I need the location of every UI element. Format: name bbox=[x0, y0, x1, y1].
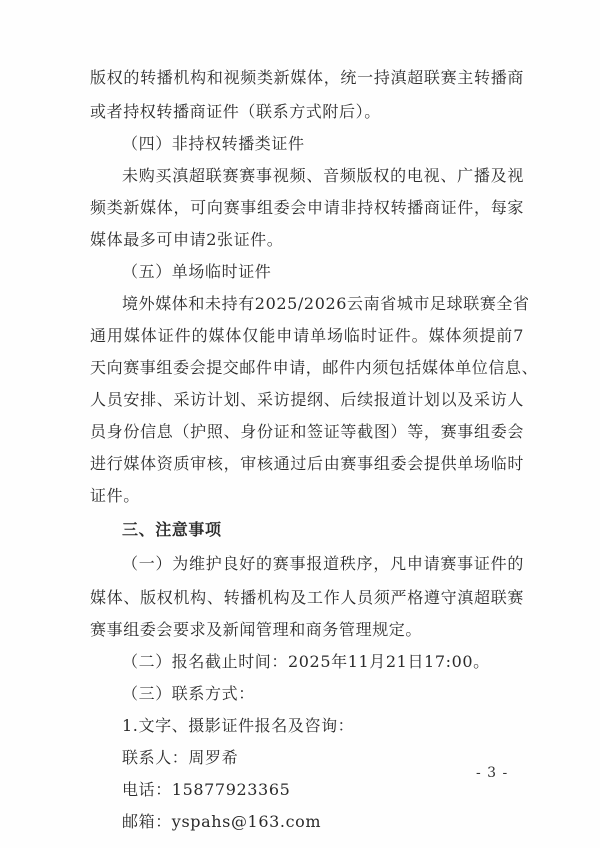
paragraph-line: 媒体最多可申请2张证件。 bbox=[90, 230, 284, 249]
paragraph-line: 媒体、版权机构、转播机构及工作人员须严格遵守滇超联赛 bbox=[90, 588, 524, 607]
contact-email: 邮箱：yspahs@163.com bbox=[122, 812, 322, 831]
contact-heading: （三）联系方式： bbox=[122, 684, 255, 703]
contact-subheading: 1.文字、摄影证件报名及咨询： bbox=[122, 716, 355, 735]
paragraph-line: 频类新媒体，可向赛事组委会申请非持权转播商证件，每家 bbox=[90, 198, 524, 217]
section-heading-5: （五）单场临时证件 bbox=[122, 262, 272, 281]
paragraph-line: 版权的转播机构和视频类新媒体，统一持滇超联赛主转播商 bbox=[90, 68, 524, 87]
contact-person: 联系人：周罗希 bbox=[122, 748, 239, 767]
paragraph-line: 员身份信息（护照、身份证和签证等截图）等，赛事组委会 bbox=[90, 422, 524, 441]
paragraph-line: 天向赛事组委会提交邮件申请，邮件内须包括媒体单位信息、 bbox=[90, 358, 539, 377]
paragraph-line: 赛事组委会要求及新闻管理和商务管理规定。 bbox=[90, 620, 423, 639]
paragraph-line: 或者持权转播商证件（联系方式附后）。 bbox=[90, 102, 381, 121]
paragraph-line: 证件。 bbox=[90, 486, 140, 505]
paragraph-line: 通用媒体证件的媒体仅能申请单场临时证件。媒体须提前7 bbox=[90, 326, 524, 345]
contact-phone: 电话：15877923365 bbox=[122, 780, 291, 799]
paragraph-line: 人员安排、采访计划、采访提纲、后续报道计划以及采访人 bbox=[90, 390, 524, 409]
section-heading-4: （四）非持权转播类证件 bbox=[122, 134, 305, 153]
paragraph-line: 境外媒体和未持有2025/2026云南省城市足球联赛全省 bbox=[122, 294, 530, 313]
paragraph-line: 进行媒体资质审核，审核通过后由赛事组委会提供单场临时 bbox=[90, 454, 524, 473]
paragraph-line: （一）为维护良好的赛事报道秩序，凡申请赛事证件的 bbox=[122, 554, 524, 573]
section-heading-3: 三、注意事项 bbox=[122, 520, 222, 539]
paragraph-line: 未购买滇超联赛赛事视频、音频版权的电视、广播及视 bbox=[122, 166, 524, 185]
page-number: - 3 - bbox=[476, 765, 509, 781]
deadline-line: （二）报名截止时间：2025年11月21日17:00。 bbox=[122, 652, 490, 671]
